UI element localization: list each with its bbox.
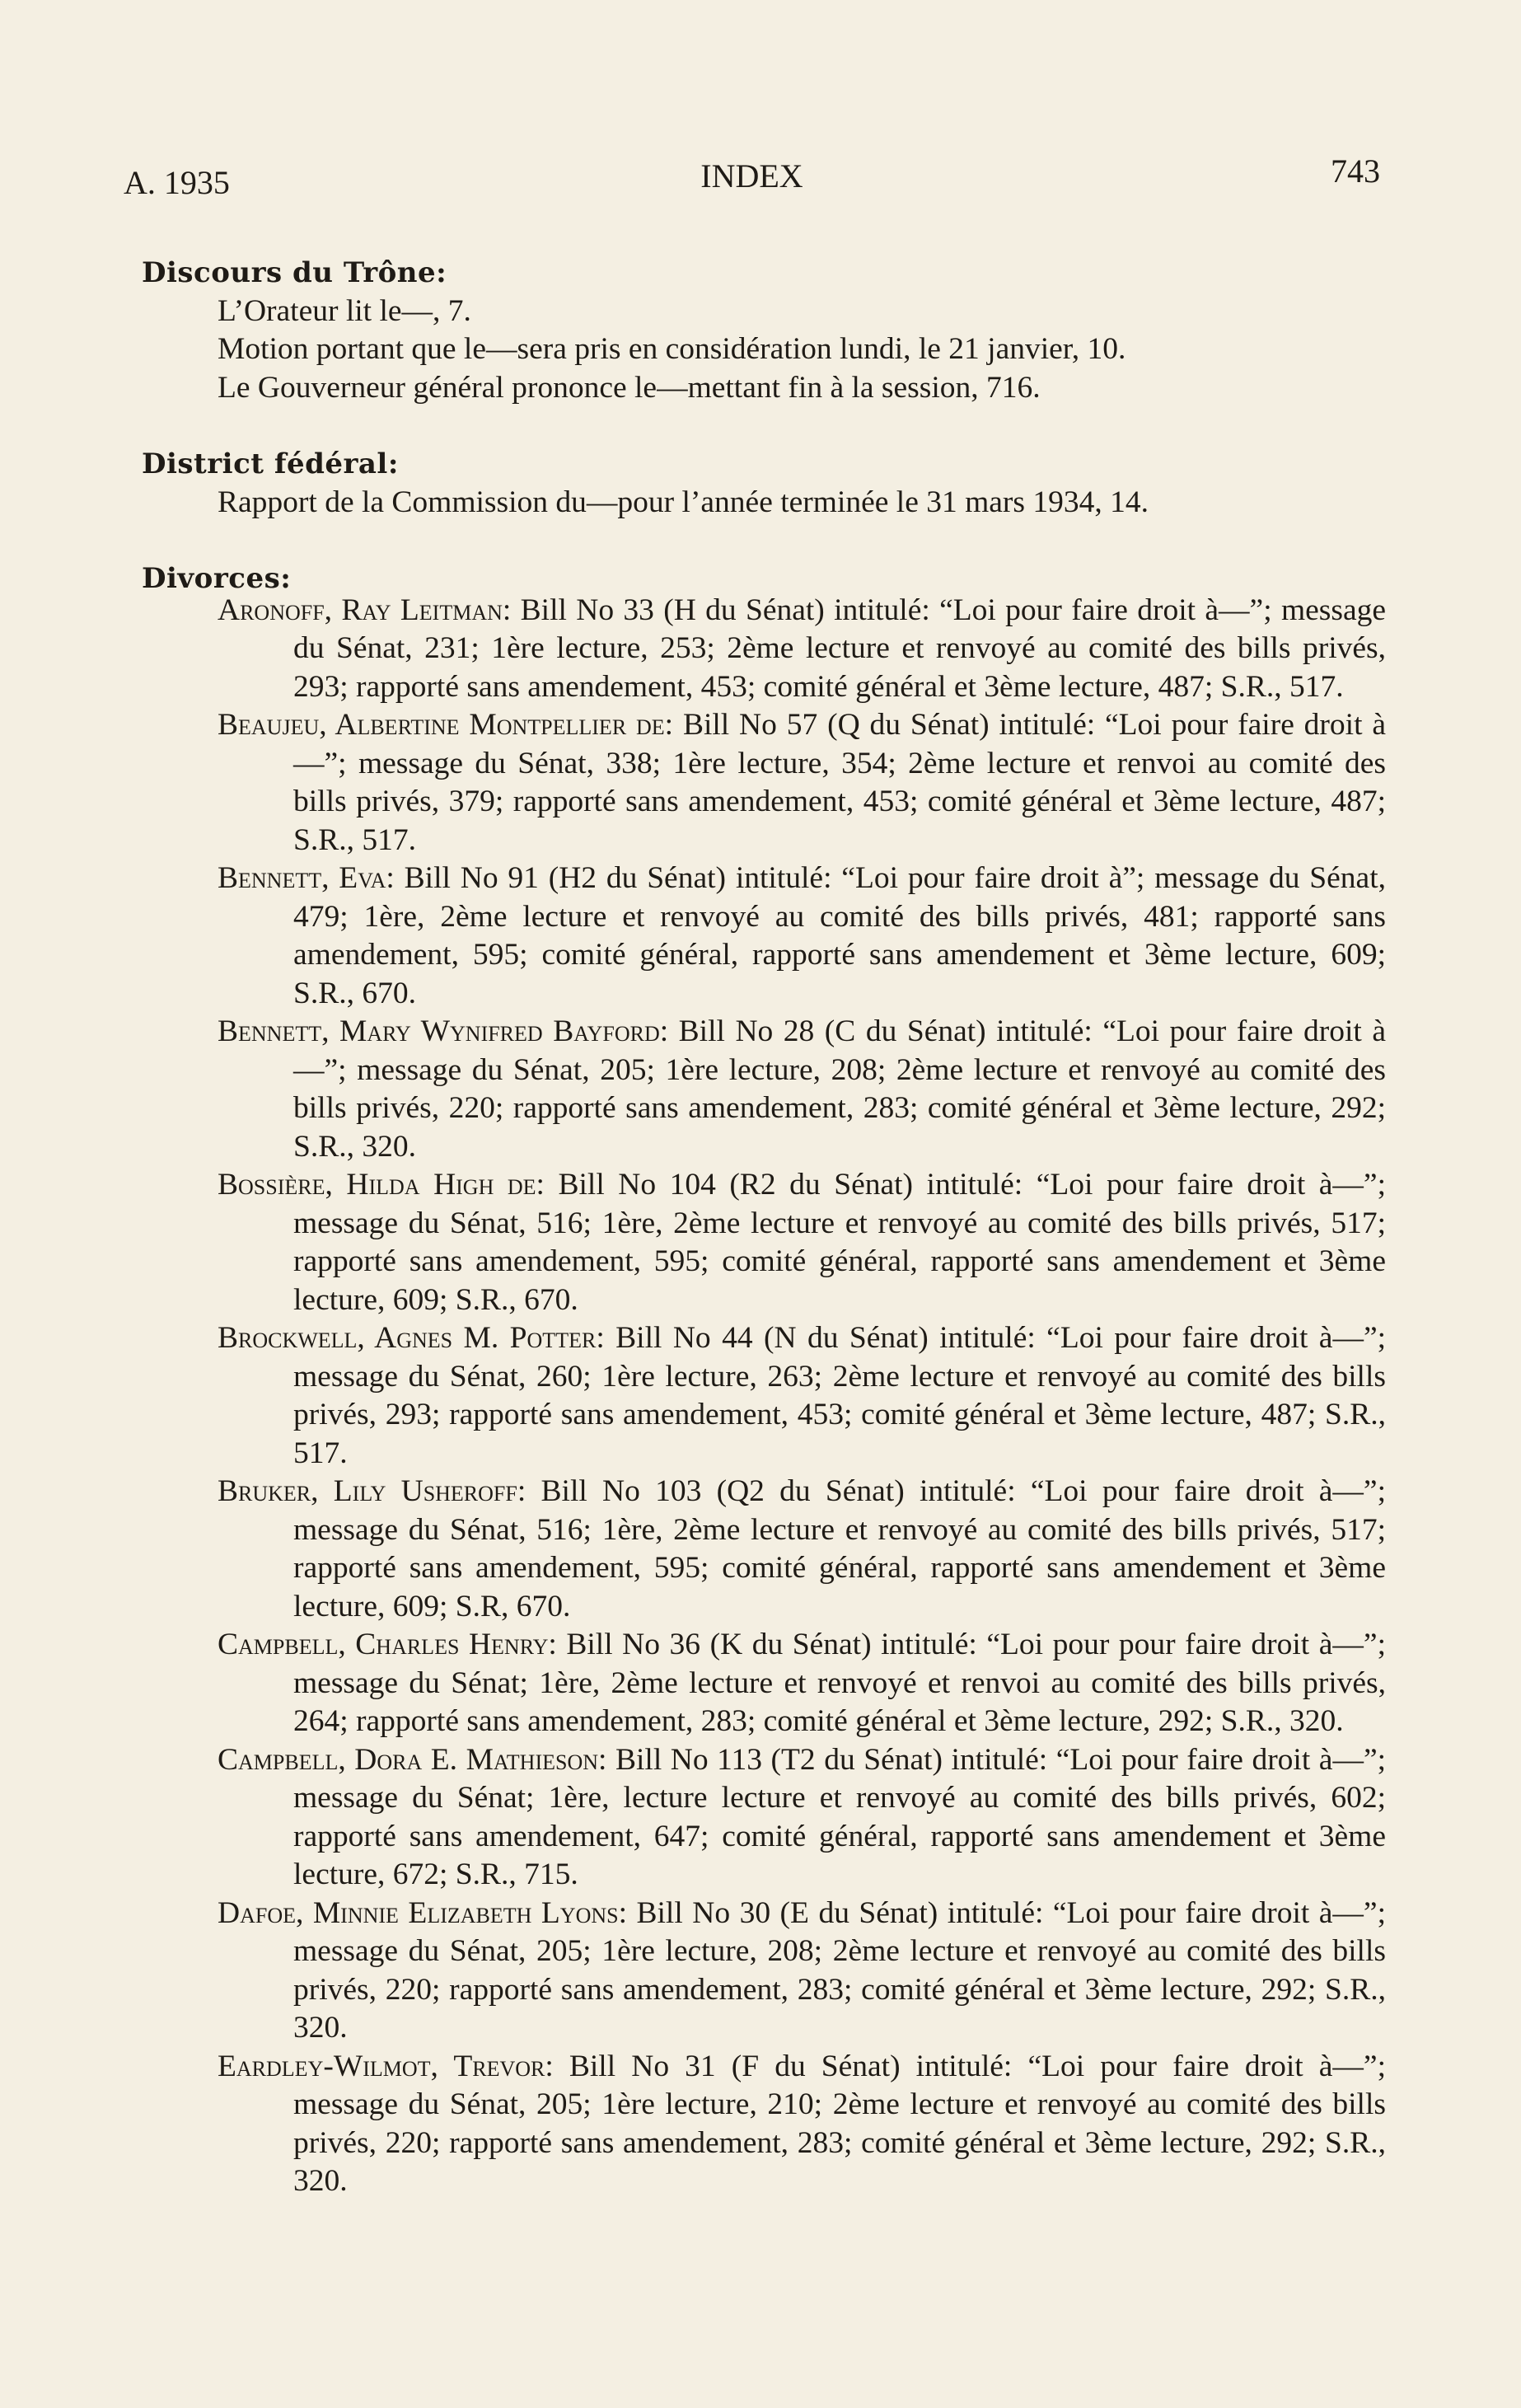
- divorce-entry: [218, 1013, 1386, 1166]
- section-heading: District fédéral:: [142, 447, 399, 480]
- section-heading: Discours du Trône:: [142, 256, 447, 289]
- section-divorces: [142, 560, 1386, 2201]
- index-line: Rapport de la Commission du—pour l’année terminée le 31 mars 1934, 14.: [218, 485, 1149, 519]
- section-discours: [142, 254, 1386, 407]
- divorce-entries: [142, 592, 1386, 2201]
- entry-text: : Bill No 103 (Q2 du Sénat) intitulé: “Loi pour faire droit à—”; message du Sénat, 516; 1ère, 2ème lecture et renvoyé au comité des bills privés, 517; rapporté sans amendement, 595; comité général, rapporté sans amendement et 3ème lecture, 609; S.R, 670.: [293, 1474, 1386, 1623]
- entry-name: Bruker, Lily Usheroff: [218, 1474, 517, 1508]
- running-head: [124, 152, 1380, 201]
- entry-name: Brockwell, Agnes M. Potter: [218, 1321, 597, 1355]
- divorce-entry: [218, 1473, 1386, 1626]
- entry-text: : Bill No 36 (K du Sénat) intitulé: “Loi pour pour faire droit à—”; message du Sénat; 1ère, 2ème lecture et renvoyé et renvoi au comité des bills privés, 264; rapporté sans amendement, 283; comité général et 3ème lecture, 292; S.R., 320.: [293, 1628, 1386, 1738]
- entry-name: Bossière, Hilda High de: [218, 1168, 536, 1202]
- section-district: [142, 445, 1386, 522]
- section-heading: Divorces:: [142, 562, 292, 595]
- divorce-entry: [218, 1626, 1386, 1741]
- entry-text: : Bill No 31 (F du Sénat) intitulé: “Loi pour faire droit à—”; message du Sénat, 205; 1ère lecture, 210; 2ème lecture et renvoyé au comité des bills privés, 220; rapporté sans amendement, 283; comité général et 3ème lecture, 292; S.R., 320.: [293, 2049, 1386, 2198]
- index-content: [142, 254, 1386, 2201]
- divorce-entry: [218, 860, 1386, 1013]
- divorce-entry: [218, 1895, 1386, 2048]
- entry-text: : Bill No 28 (C du Sénat) intitulé: “Loi pour faire droit à—”; message du Sénat, 205; 1ère lecture, 208; 2ème lecture et renvoyé au comité des bills privés, 220; rapporté sans amendement, 283; comité général et 3ème lecture, 292; S.R., 320.: [293, 1014, 1386, 1164]
- index-line: Le Gouverneur général prononce le—mettant fin à la session, 716.: [218, 370, 1041, 405]
- entry-name: Bennett, Mary Wynifred Bayford: [218, 1014, 660, 1048]
- entry-text: : Bill No 33 (H du Sénat) intitulé: “Loi pour faire droit à—”; message du Sénat, 231; 1ère lecture, 253; 2ème lecture et renvoyé au comité des bills privés, 293; rapporté sans amendement, 453; comité général et 3ème lecture, 487; S.R., 517.: [293, 593, 1386, 704]
- divorce-entry: [218, 1166, 1386, 1319]
- entry-name: Beaujeu, Albertine Montpellier de: [218, 708, 665, 742]
- divorce-entry: [218, 2048, 1386, 2201]
- entry-name: Campbell, Dora E. Mathieson: [218, 1742, 599, 1777]
- entry-name: Eardley-Wilmot, Trevor: [218, 2049, 545, 2083]
- page-number: 743: [1331, 152, 1380, 190]
- index-line: L’Orateur lit le—, 7.: [218, 293, 471, 328]
- entry-name: Bennett, Eva: [218, 861, 386, 895]
- entry-name: Dafoe, Minnie Elizabeth Lyons: [218, 1895, 619, 1930]
- entry-text: : Bill No 113 (T2 du Sénat) intitulé: “Loi pour faire droit à—”; message du Sénat; 1ère, lecture lecture et renvoyé au comité des bills privés, 602; rapporté sans amendement, 647; comité général, rapporté sans amendement et 3ème lecture, 672; S.R., 715.: [293, 1742, 1387, 1891]
- entry-text: : Bill No 44 (N du Sénat) intitulé: “Loi pour faire droit à—”; message du Sénat, 260; 1ère lecture, 263; 2ème lecture et renvoyé au comité des bills privés, 293; rapporté sans amendement, 453; comité général et 3ème lecture, 487; S.R., 517.: [293, 1321, 1387, 1470]
- header-title: INDEX: [700, 157, 803, 194]
- entry-text: : Bill No 91 (H2 du Sénat) intitulé: “Loi pour faire droit à”; message du Sénat, 479; 1ère, 2ème lecture et renvoyé au comité des bills privés, 481; rapporté sans amendement, 595; comité général, rapporté sans amendement et 3ème lecture, 609; S.R., 670.: [293, 861, 1386, 1010]
- header-year: A. 1935: [124, 164, 230, 201]
- divorce-entry: [218, 1741, 1386, 1895]
- entry-text: : Bill No 30 (E du Sénat) intitulé: “Loi pour faire droit à—”; message du Sénat, 205; 1ère lecture, 208; 2ème lecture et renvoyé au comité des bills privés, 220; rapporté sans amendement, 283; comité général et 3ème lecture, 292; S.R., 320.: [293, 1895, 1386, 2045]
- index-line: Motion portant que le—sera pris en considération lundi, le 21 janvier, 10.: [218, 332, 1126, 366]
- divorce-entry: [218, 1319, 1386, 1473]
- divorce-entry: [218, 592, 1386, 707]
- divorce-entry: [218, 706, 1386, 860]
- entry-text: : Bill No 104 (R2 du Sénat) intitulé: “Loi pour faire droit à—”; message du Sénat, 516; 1ère, 2ème lecture et renvoyé au comité des bills privés, 517; rapporté sans amendement, 595; comité général, rapporté sans amendement et 3ème lecture, 609; S.R., 670.: [293, 1168, 1386, 1317]
- entry-text: : Bill No 57 (Q du Sénat) intitulé: “Loi pour faire droit à—”; message du Sénat, 338; 1ère lecture, 354; 2ème lecture et renvoi au comité des bills privés, 379; rapporté sans amendement, 453; comité général et 3ème lecture, 487; S.R., 517.: [293, 708, 1387, 857]
- entry-name: Campbell, Charles Henry: [218, 1628, 549, 1661]
- entry-name: Aronoff, Ray Leitman: [218, 593, 503, 627]
